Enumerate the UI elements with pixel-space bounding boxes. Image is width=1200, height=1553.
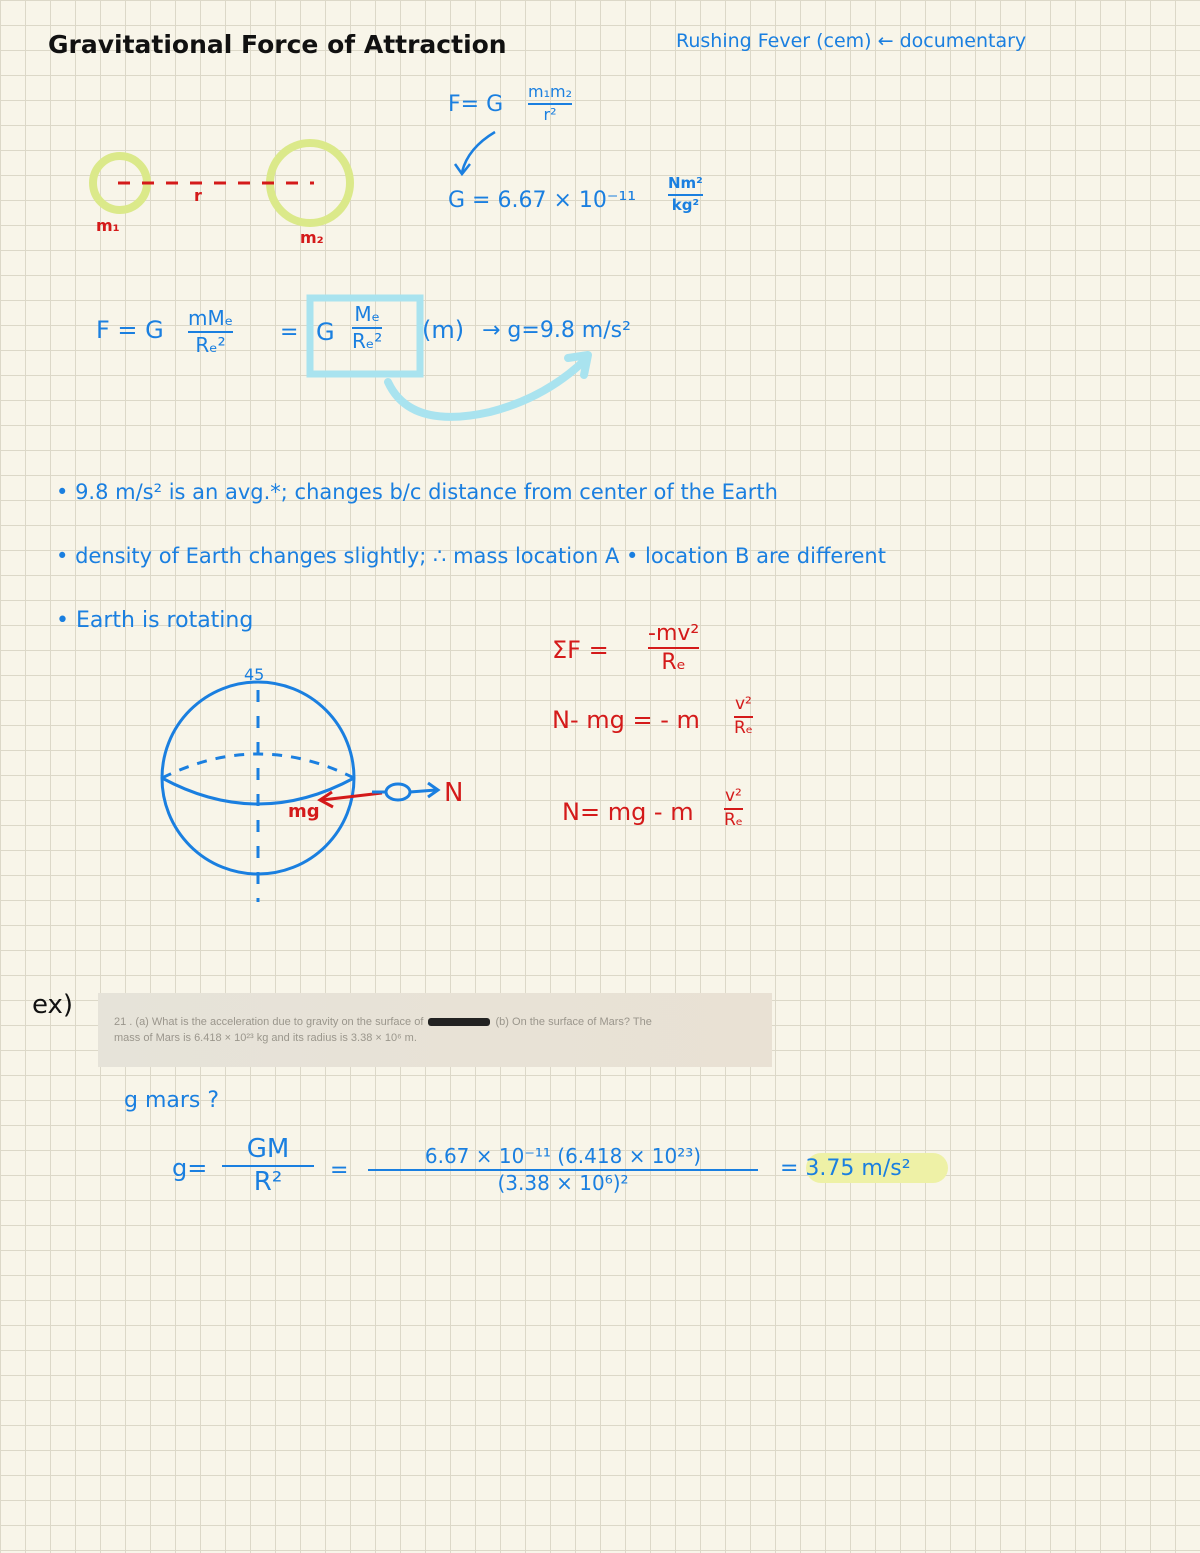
g-mars-sub-num: 6.67 × 10⁻¹¹ (6.418 × 10²³) bbox=[424, 1144, 702, 1168]
earth-radius-sq: Rₑ² bbox=[352, 329, 383, 353]
g-symbol: G bbox=[316, 318, 335, 346]
question-label: g mars ? bbox=[124, 1088, 220, 1113]
problem-line-1: 21 . (a) What is the acceleration due to gravity on the surface of (b) On the surface of Mars? The bbox=[114, 1016, 652, 1028]
bullet-2: • density of Earth changes slightly; ∴ mass location A • location B are different bbox=[56, 544, 886, 568]
eq3-num: v² bbox=[725, 786, 742, 806]
g-mars-den: R² bbox=[253, 1167, 283, 1198]
problem-card bbox=[98, 993, 772, 1067]
g-mars-answer: = 3.75 m/s² bbox=[780, 1156, 911, 1181]
formula-numerator: m₁m₂ bbox=[528, 82, 572, 101]
earth-force-fraction bbox=[188, 308, 233, 356]
mass-term: (m) bbox=[422, 316, 465, 344]
earth-g-fraction bbox=[352, 304, 382, 352]
earth-force-num: mMₑ bbox=[188, 306, 234, 330]
bullet-3-text: Earth is rotating bbox=[75, 608, 254, 633]
gravity-formula-lhs: F= G bbox=[448, 92, 504, 117]
angle-label: 45 bbox=[244, 665, 265, 684]
distance-label: r bbox=[194, 186, 202, 205]
g-mars-sub-den: (3.38 × 10⁶)² bbox=[497, 1171, 629, 1195]
mass2-label: m₂ bbox=[300, 228, 324, 247]
redaction-mark bbox=[428, 1018, 490, 1026]
mass1-label: m₁ bbox=[96, 216, 120, 235]
normal-label: N bbox=[444, 778, 464, 808]
eq1-den: Rₑ bbox=[661, 650, 686, 676]
g-result: → g=9.8 m/s² bbox=[482, 318, 631, 343]
eq1-lhs: ΣF = bbox=[552, 636, 609, 664]
g-mars-substitution bbox=[368, 1146, 758, 1194]
g-mars-equals: = bbox=[330, 1158, 349, 1183]
g-units-num: Nm² bbox=[668, 174, 703, 192]
eq2-lhs: N- mg = - m bbox=[552, 706, 700, 734]
eq3-lhs: N= mg - m bbox=[562, 798, 694, 826]
earth-force-lhs: F = G bbox=[96, 316, 164, 344]
earth-force-den: Rₑ² bbox=[195, 333, 226, 357]
eq3-den: Rₑ bbox=[724, 809, 743, 830]
source-name: Rushing Fever (cem) bbox=[676, 30, 872, 52]
source-type: documentary bbox=[899, 30, 1027, 52]
g-mars-num: GM bbox=[246, 1134, 290, 1164]
bullet-2-text: density of Earth changes slightly; ∴ mass location A • location B are different bbox=[75, 544, 886, 568]
g-units bbox=[668, 176, 703, 214]
gravity-formula-fraction bbox=[528, 84, 572, 124]
arrow-left-icon: ← bbox=[877, 30, 894, 52]
eq2-num: v² bbox=[735, 694, 752, 714]
eq2-fraction bbox=[734, 696, 753, 738]
eq1-num: -mv² bbox=[648, 621, 700, 646]
eq2-den: Rₑ bbox=[734, 717, 753, 738]
eq1-fraction bbox=[648, 622, 699, 674]
example-label: ex) bbox=[32, 990, 74, 1020]
formula-denominator: r² bbox=[543, 104, 557, 124]
weight-label: mg bbox=[288, 801, 320, 822]
bullet-1-text: 9.8 m/s² is an avg.*; changes b/c distance from center of the Earth bbox=[75, 480, 778, 504]
g-constant: G = 6.67 × 10⁻¹¹ bbox=[448, 188, 637, 213]
g-units-den: kg² bbox=[671, 195, 700, 214]
earth-mass: Mₑ bbox=[354, 302, 380, 326]
bullet-3: • Earth is rotating bbox=[56, 608, 254, 633]
bullet-1: • 9.8 m/s² is an avg.*; changes b/c distance from center of the Earth bbox=[56, 480, 778, 504]
page-title: Gravitational Force of Attraction bbox=[48, 30, 507, 59]
equals-sign: = bbox=[280, 320, 299, 345]
g-mars-fraction bbox=[222, 1136, 314, 1197]
g-mars-lhs: g= bbox=[172, 1154, 208, 1182]
eq3-fraction bbox=[724, 788, 743, 830]
object-on-surface bbox=[386, 784, 410, 800]
problem-line-2: mass of Mars is 6.418 × 10²³ kg and its radius is 3.38 × 10⁶ m. bbox=[114, 1031, 417, 1044]
